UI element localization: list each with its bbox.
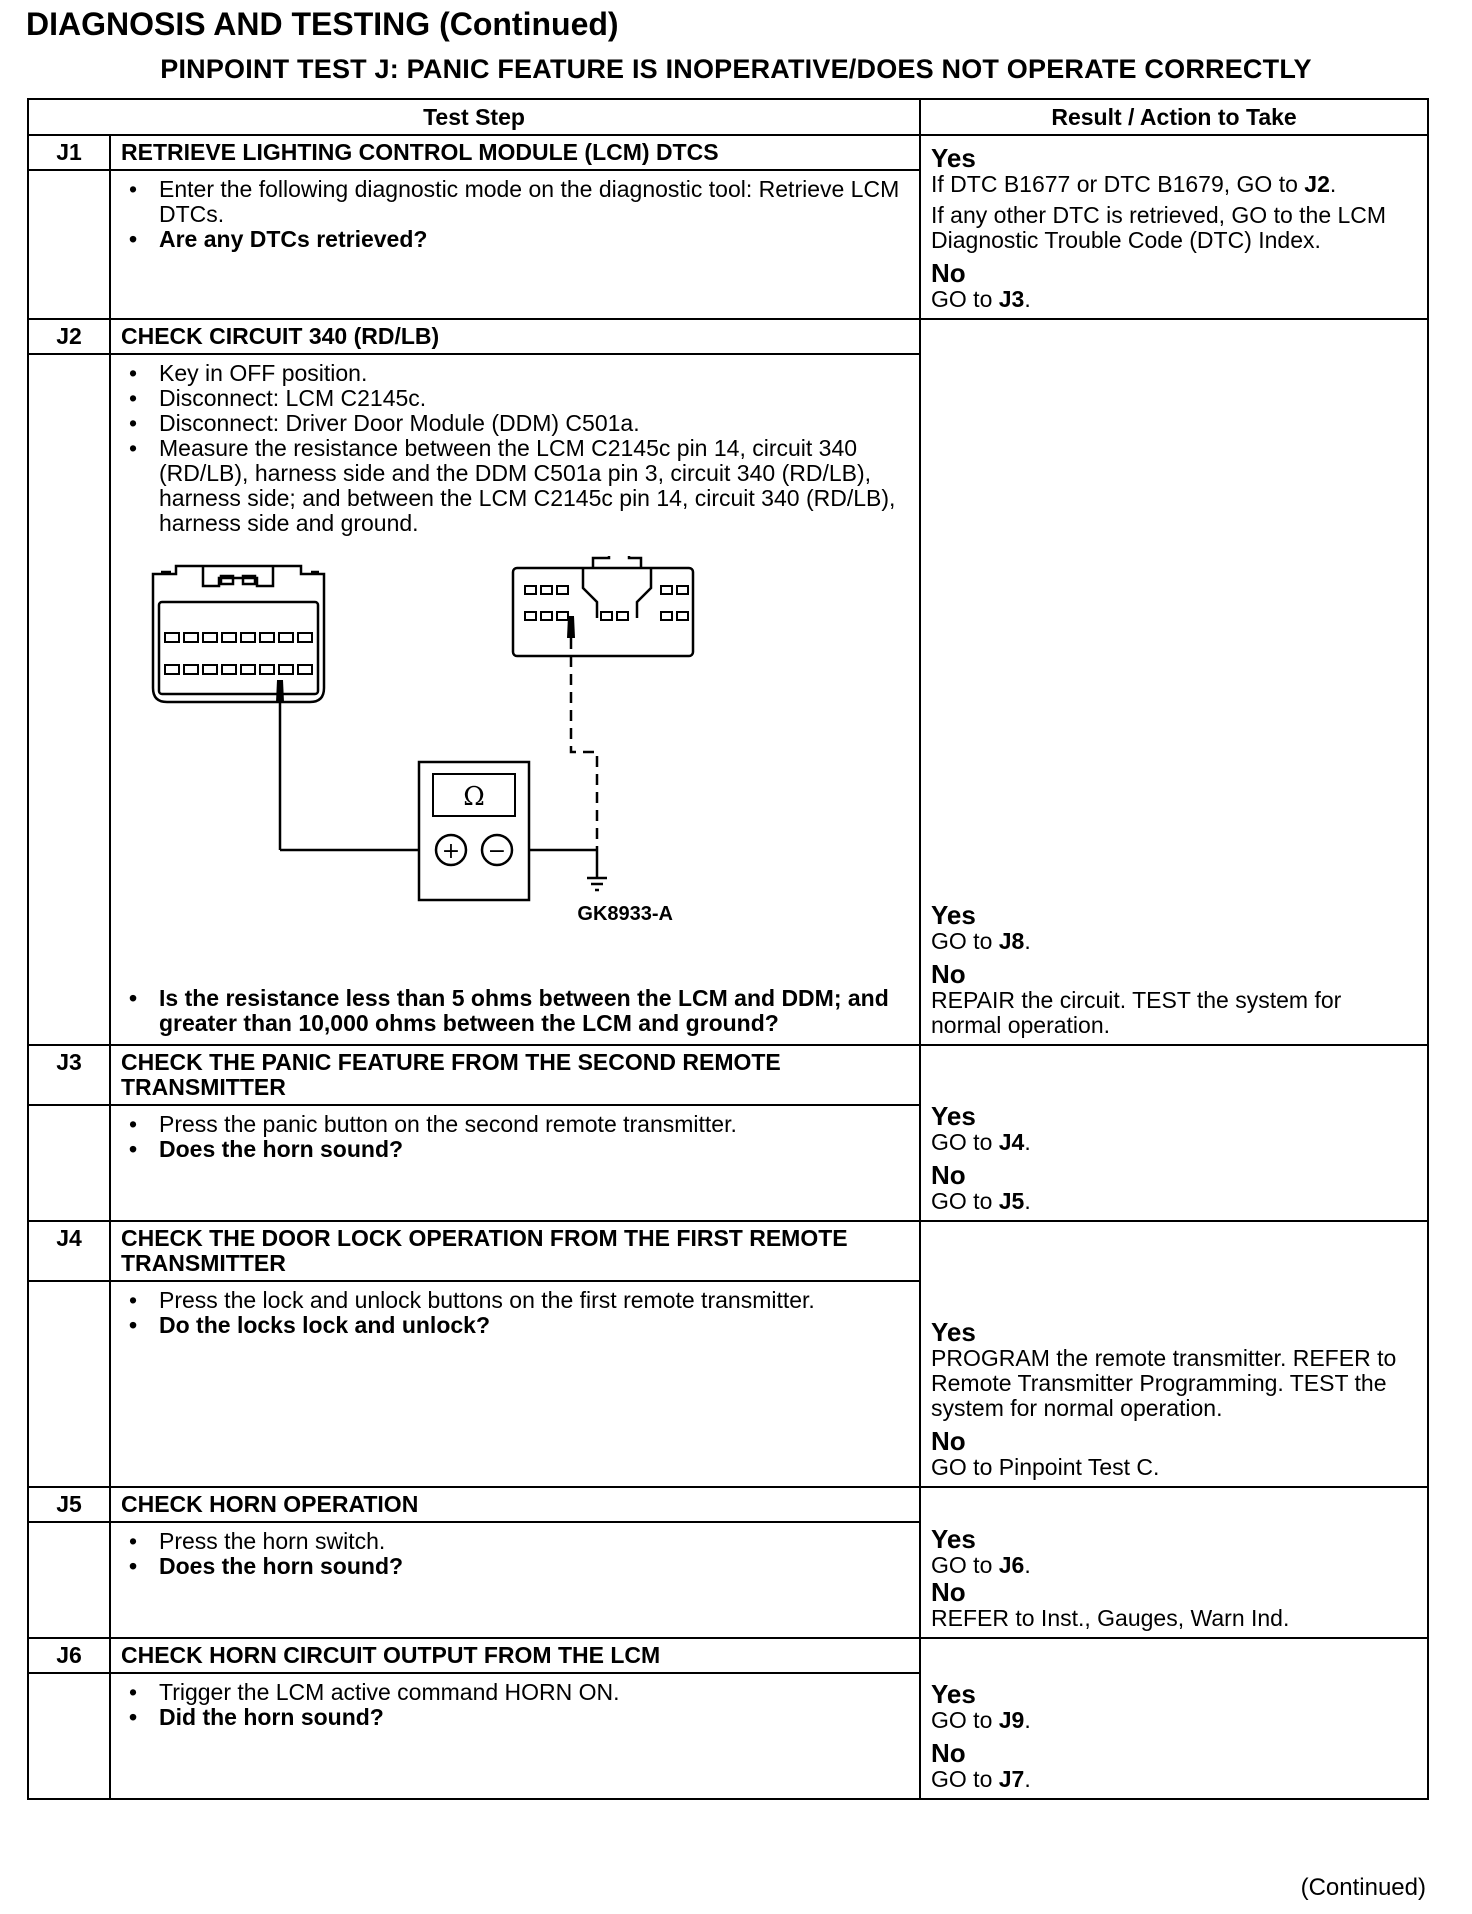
step-bullet: • Trigger the LCM active command HORN ON. bbox=[121, 1680, 909, 1705]
yes-action: GO to J4. bbox=[931, 1129, 1031, 1155]
ohm-symbol: Ω bbox=[463, 782, 485, 812]
step-title: CHECK THE DOOR LOCK OPERATION FROM THE FIRST REMOTE TRANSMITTER bbox=[110, 1221, 920, 1281]
yes-action: If DTC B1677 or DTC B1679, GO to J2. bbox=[931, 171, 1337, 197]
step-question: • Is the resistance less than 5 ohms between the LCM and DDM; and greater than 10,000 ohms between the LCM and ground? bbox=[121, 986, 909, 1036]
lcm-pins bbox=[165, 633, 312, 674]
no-action: GO to Pinpoint Test C. bbox=[931, 1454, 1160, 1480]
step-title-row bbox=[28, 135, 1428, 170]
step-bullet: • Press the lock and unlock buttons on the first remote transmitter. bbox=[121, 1288, 909, 1313]
step-title-row bbox=[28, 1638, 1428, 1673]
step-id: J2 bbox=[28, 319, 110, 354]
page-title: DIAGNOSIS AND TESTING (Continued) bbox=[26, 6, 619, 42]
step-question: • Are any DTCs retrieved? bbox=[121, 227, 909, 252]
ddm-pins bbox=[525, 586, 688, 620]
yes-label: Yes bbox=[931, 1101, 976, 1131]
step-result bbox=[920, 135, 1428, 319]
step-result bbox=[920, 1487, 1428, 1638]
table-header-row bbox=[28, 99, 1428, 135]
step-title-row bbox=[28, 319, 1428, 354]
step-question: • Does the horn sound? bbox=[121, 1137, 909, 1162]
yes-action: PROGRAM the remote transmitter. REFER to Remote Transmitter Programming. TEST the system for normal operation. bbox=[931, 1345, 1397, 1421]
test-step-header: Test Step bbox=[28, 99, 920, 135]
step-title: CHECK THE PANIC FEATURE FROM THE SECOND REMOTE TRANSMITTER bbox=[110, 1045, 920, 1105]
step-body bbox=[110, 1673, 920, 1799]
continued-label: (Continued) bbox=[1300, 1874, 1426, 1901]
step-id: J4 bbox=[28, 1221, 110, 1281]
step-title: RETRIEVE LIGHTING CONTROL MODULE (LCM) DTCS bbox=[110, 135, 920, 170]
step-question: • Does the horn sound? bbox=[121, 1554, 909, 1579]
step-title-row bbox=[28, 1487, 1428, 1522]
step-bullet: • Measure the resistance between the LCM C2145c pin 14, circuit 340 (RD/LB), harness side and the DDM C501a pin 3, circuit 340 (RD/LB), harness side; and between the LCM C2145c pin 14, circuit 340 (RD/LB), harness side and ground. bbox=[121, 436, 909, 536]
yes-label: Yes bbox=[931, 1524, 976, 1554]
no-label: No bbox=[931, 1160, 966, 1190]
no-label: No bbox=[931, 258, 966, 288]
circuit-diagram bbox=[121, 556, 911, 966]
step-result bbox=[920, 1221, 1428, 1487]
step-bullet: • Disconnect: LCM C2145c. bbox=[121, 386, 909, 411]
step-result bbox=[920, 319, 1428, 1045]
step-question: • Did the horn sound? bbox=[121, 1705, 909, 1730]
step-title: CHECK CIRCUIT 340 (RD/LB) bbox=[110, 319, 920, 354]
step-body bbox=[110, 1105, 920, 1221]
no-label: No bbox=[931, 1577, 966, 1607]
no-label: No bbox=[931, 959, 966, 989]
step-result bbox=[920, 1045, 1428, 1221]
no-action: GO to J7. bbox=[931, 1766, 1031, 1792]
no-action: REPAIR the circuit. TEST the system for normal operation. bbox=[931, 987, 1342, 1038]
step-id: J3 bbox=[28, 1045, 110, 1105]
step-result bbox=[920, 1638, 1428, 1799]
step-question: • Do the locks lock and unlock? bbox=[121, 1313, 909, 1338]
minus-terminal: − bbox=[487, 839, 507, 864]
yes-action-alt: If any other DTC is retrieved, GO to the LCM Diagnostic Trouble Code (DTC) Index. bbox=[931, 202, 1387, 253]
step-title: CHECK HORN CIRCUIT OUTPUT FROM THE LCM bbox=[110, 1638, 920, 1673]
plus-terminal: + bbox=[441, 839, 461, 864]
yes-label: Yes bbox=[931, 143, 976, 173]
no-action: GO to J5. bbox=[931, 1188, 1031, 1214]
step-id: J6 bbox=[28, 1638, 110, 1673]
no-action: REFER to Inst., Gauges, Warn Ind. bbox=[931, 1605, 1290, 1631]
step-bullet: • Key in OFF position. bbox=[121, 361, 909, 386]
yes-action: GO to J8. bbox=[931, 928, 1031, 954]
step-title-row bbox=[28, 1221, 1428, 1281]
step-body bbox=[110, 354, 920, 1045]
step-bullet: • Enter the following diagnostic mode on the diagnostic tool: Retrieve LCM DTCs. bbox=[121, 177, 909, 227]
step-bullet: • Press the panic button on the second remote transmitter. bbox=[121, 1112, 909, 1137]
result-header: Result / Action to Take bbox=[920, 99, 1428, 135]
pinpoint-test-table bbox=[27, 98, 1429, 1800]
no-label: No bbox=[931, 1738, 966, 1768]
yes-label: Yes bbox=[931, 1317, 976, 1347]
step-id: J5 bbox=[28, 1487, 110, 1522]
lcm-probe bbox=[276, 680, 419, 850]
step-title: CHECK HORN OPERATION bbox=[110, 1487, 920, 1522]
no-label: No bbox=[931, 1426, 966, 1456]
step-body bbox=[110, 1281, 920, 1487]
yes-action: GO to J6. bbox=[931, 1552, 1031, 1578]
pinpoint-test-title: PINPOINT TEST J: PANIC FEATURE IS INOPERATIVE/DOES NOT OPERATE CORRECTLY bbox=[160, 54, 1312, 84]
yes-label: Yes bbox=[931, 1679, 976, 1709]
figure-id: GK8933-A bbox=[577, 903, 673, 925]
yes-label: Yes bbox=[931, 900, 976, 930]
yes-action: GO to J9. bbox=[931, 1707, 1031, 1733]
ddm-connector bbox=[513, 556, 693, 656]
step-bullet: • Disconnect: Driver Door Module (DDM) C501a. bbox=[121, 411, 909, 436]
step-id: J1 bbox=[28, 135, 110, 170]
ohmmeter bbox=[419, 762, 529, 900]
step-body bbox=[110, 1522, 920, 1638]
step-title-row bbox=[28, 1045, 1428, 1105]
step-bullet: • Press the horn switch. bbox=[121, 1529, 909, 1554]
step-body bbox=[110, 170, 920, 319]
no-action: GO to J3. bbox=[931, 286, 1031, 312]
